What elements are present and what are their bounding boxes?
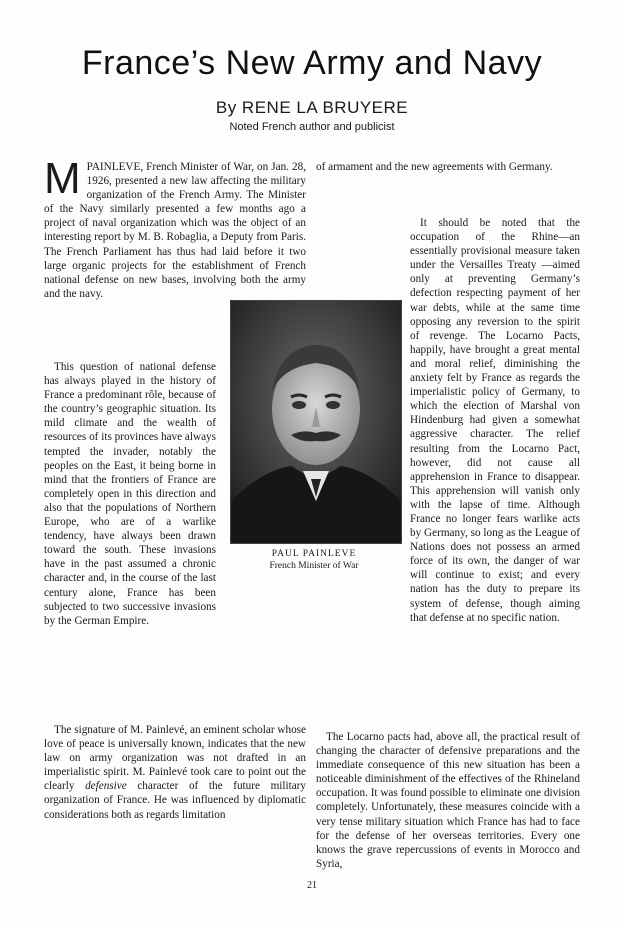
page-number: 21 xyxy=(307,880,317,891)
left-column-bottom xyxy=(44,723,306,822)
portrait-image xyxy=(231,301,401,543)
emphasis-text: defensive xyxy=(85,780,127,793)
portrait-photo xyxy=(230,300,402,544)
paragraph xyxy=(316,730,580,871)
right-column-bottom xyxy=(316,730,580,871)
paragraph-text: The Locarno pacts had, above all, the practical result of changing the character of defensive preparations and the immediate consequence of this new situation has been a noticeable diminishment of the effectives of the Rhineland occupation. It was found possible to eliminate one division completely. Unfortunately, these measures coincide with a very tense military situation which France has had to face for the defense of her overseas territories. Every one knows the grave repercussions of events in Morocco and Syria, xyxy=(316,731,580,870)
right-column-top xyxy=(316,160,580,174)
drop-cap: M xyxy=(44,154,81,203)
right-column-middle xyxy=(410,216,580,625)
paragraph xyxy=(44,360,216,628)
paragraph-text: It should be noted that the occupation of the Rhine—an essentially provisional measure taken under the Versailles Treaty —aimed only at preventing Germany’s defection respecting payment of her war debts, while at the same time opposing any reversion to the spirit of revenge. The Locarno Pacts, happily, have brought a great mental and moral relief, diminishing the anxiety felt by France as regards the imperialistic policy of Germany, to which the election of Marshal von Hindenburg had given a somewhat aggressive character. The relief resulting from the Locarno Pact, however, did not cause all apprehension in France to disappear. This apprehension will vanish only with the lapse of time. Although France no longer fears warlike acts by Germany, so long as the League of Nations does not possess an armed force of its own, the danger of war will continue to exist; and every nation has the duty to prepare its system of defense, though aiming that defense at no specific nation. xyxy=(410,217,580,624)
paragraph-text: The signature of M. Painlevé, an eminent scholar whose love of peace is universally known, indicates that the new law on army organization was not drafted in an imperialistic spirit. M. Painlevé took care to point out the clearly xyxy=(44,724,306,793)
photo-caption xyxy=(224,548,404,572)
caption-role: French Minister of War xyxy=(269,561,359,571)
left-column-top xyxy=(44,154,306,301)
paragraph xyxy=(44,723,306,822)
byline: By RENE LA BRUYERE xyxy=(215,98,409,117)
paragraph xyxy=(410,216,580,625)
paragraph-text: of armament and the new agreements with Germany. xyxy=(316,161,553,173)
caption-name: PAUL PAINLEVE xyxy=(271,549,357,559)
paragraph xyxy=(316,160,580,174)
author-description: Noted French author and publicist xyxy=(229,121,395,133)
paragraph xyxy=(44,154,306,301)
paragraph-text: This question of national defense has always played in the history of France a predominant rôle, because of the country’s geographic situation. Its mild climate and the wealth of resources of its provinces have always tempted the invader, notably the peoples on the East, it being borne in mind that the frontiers of France are completely open in this direction and also that the populations of Northern Europe, who are of a warlike tendency, have always been drawn toward the south. These invasions have in the past assumed a chronic character and, in the course of the last century alone, France has been subjected to two successive invasions by the German Empire. xyxy=(44,361,216,627)
left-column-middle xyxy=(44,360,216,628)
paragraph-text: PAINLEVE, French Minister of War, on Jan. 28, 1926, presented a new law affecting the military organization of the French Army. The Minister of the Navy similarly presented a few months ago a project of naval organization which was the object of an interesting report by M. B. Robaglia, a Deputy from Paris. The French Parliament has thus had laid before it two large organic projects for the establishment of French national defense on new bases, involving both the army and the navy. xyxy=(44,161,306,300)
paragraph-text: character of the future military organization of France. He was influenced by diplomatic considerations both as regards limitation xyxy=(44,780,306,821)
article-title: France’s New Army and Navy xyxy=(81,44,543,82)
